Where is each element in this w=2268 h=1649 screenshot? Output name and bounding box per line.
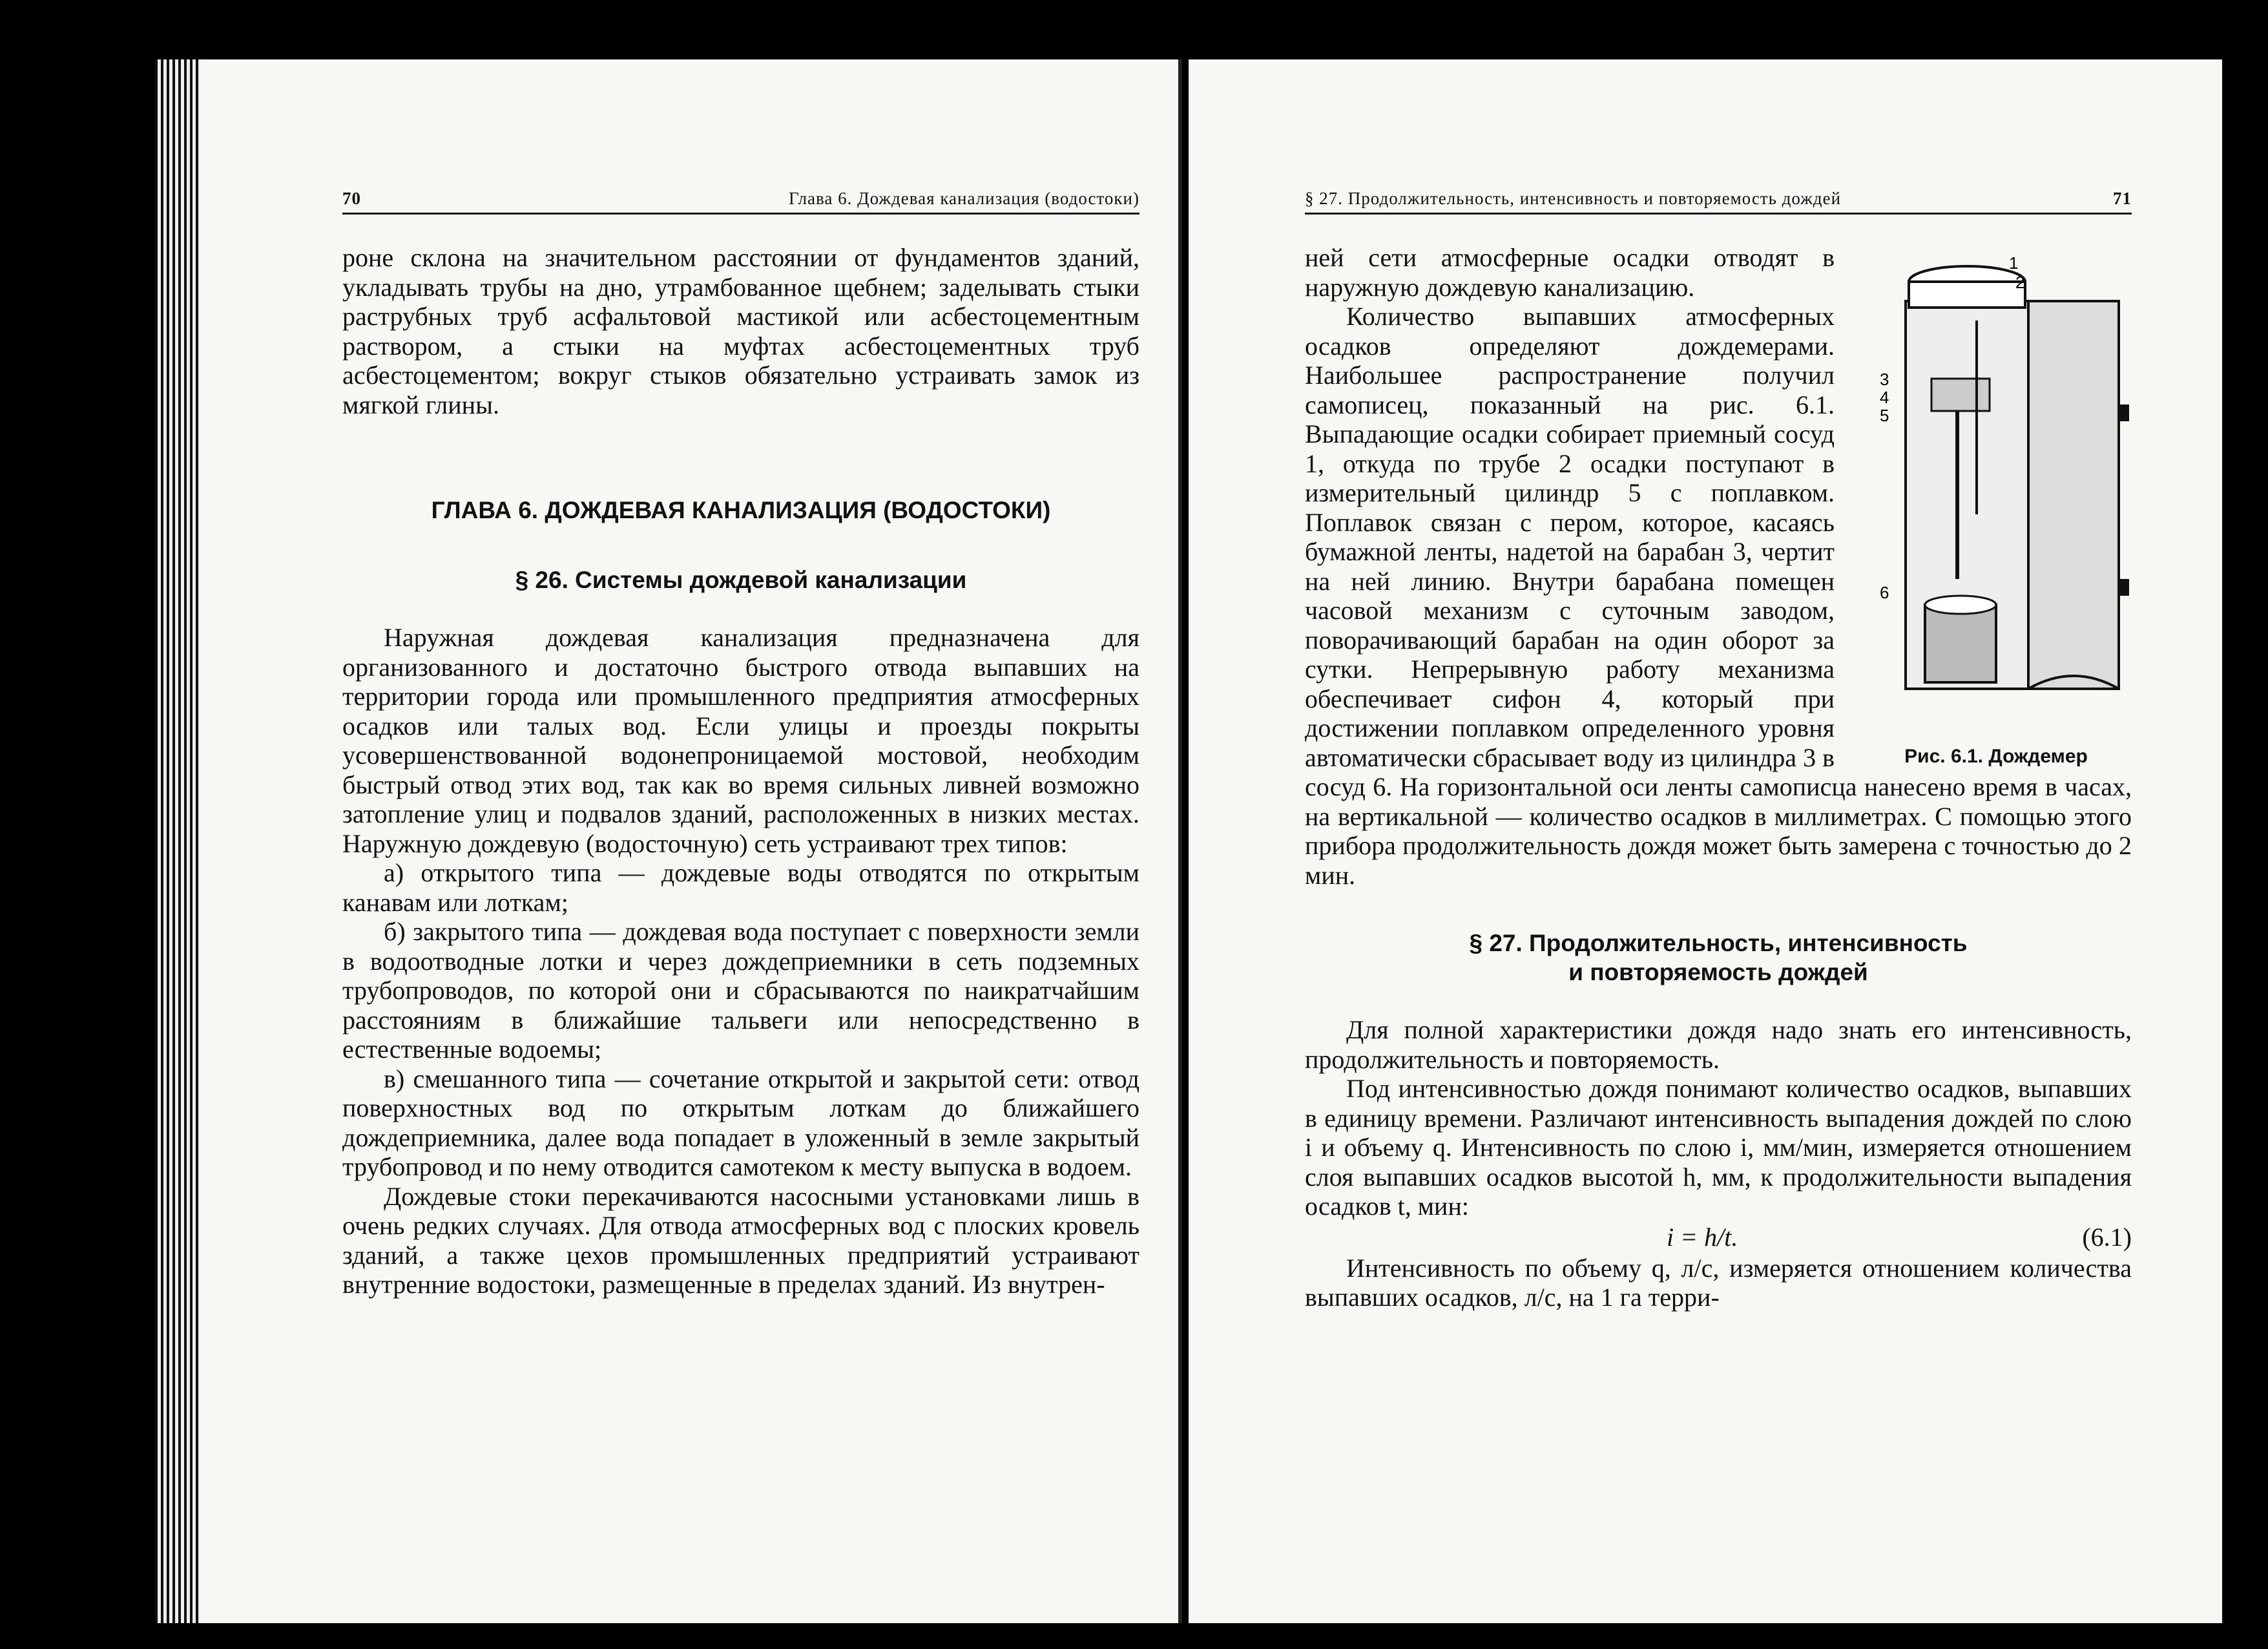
figure-label: 1 (2009, 253, 2019, 273)
page-number: 70 (342, 189, 361, 208)
figure-label: 3 (1880, 370, 1889, 389)
paragraph: ней сети атмосферные осадки отводят в наружную дождевую канализацию. (1305, 243, 1835, 302)
figure-caption: Рис. 6.1. Дождемер (1904, 746, 2088, 767)
formula-number: (6.1) (2082, 1222, 2132, 1252)
paragraph: роне склона на значительном расстоянии от фундаментов зданий, укладывать трубы на дно, утрамбованное щебнем; заделывать стыки раструбных труб асфальтовой мастикой или асбестоцементным раствором, а стыки на муфтах асбестоцементных труб асбестоцементом; вокруг стыков обязательно устраивать замок из мягкой глины. (342, 243, 1139, 419)
left-page (155, 59, 1182, 1623)
list-item: а) открытого типа — дождевые воды отводятся по открытым канавам или лоткам; (342, 858, 1139, 917)
paragraph: Дождевые стоки перекачиваются насосными установками лишь в очень редких случаях. Для отвода атмосферных вод с плоских кровель зданий, а также цехов промышленных предприятий устраивают внутренние водостоки, размещенные в пределах зданий. Из внутрен- (342, 1181, 1139, 1299)
running-head-text: § 27. Продолжительность, интенсивность и повторяемость дождей (1305, 189, 1842, 208)
figure-label: 5 (1880, 406, 1889, 425)
figure-label: 6 (1880, 583, 1889, 602)
running-head-text: Глава 6. Дождевая канализация (водостоки) (788, 189, 1139, 208)
book-spread (155, 59, 2222, 1623)
list-item: б) закрытого типа — дождевая вода поступает с поверхности земли в водоотводные лотки и через дождеприемники в сеть подземных трубопроводов, по которой они и сбрасываются по наикратчайшим расстояниям в ближайшие тальвеги или непосредственно в естественные водоемы; (342, 917, 1139, 1064)
figure-label: 2 (2015, 273, 2025, 292)
paragraph: Под интенсивностью дождя понимают количество осадков, выпавших в единицу времени. Различают интенсивность выпадения дождей по слою i и объему q. Интенсивность по слою i, мм/мин, измеряется отношением слоя выпавших осадков высотой h, мм, к продолжительности выпадения осадков t, мин: (1305, 1074, 2132, 1221)
running-head-right (1305, 189, 2132, 215)
section-title-line: и повторяемость дождей (1568, 959, 1868, 985)
chapter-title: ГЛАВА 6. ДОЖДЕВАЯ КАНАЛИЗАЦИЯ (ВОДОСТОКИ) (431, 497, 1051, 523)
paragraph: Интенсивность по объему q, л/с, измеряется отношением количества выпавших осадков, л/с, на 1 га терри- (1305, 1253, 2132, 1312)
right-page (1189, 59, 2222, 1623)
paragraph: Для полной характеристики дождя надо знать его интенсивность, продолжительность и повторяемость. (1305, 1015, 2132, 1074)
running-head-left (342, 189, 1139, 215)
section-title: § 26. Системы дождевой канализации (515, 567, 967, 593)
formula: i = h/t. (1667, 1222, 1738, 1252)
page-stack-edge (155, 59, 200, 1623)
figure-label: 4 (1880, 388, 1889, 407)
paragraph: Наружная дождевая канализация предназначена для организованного и достаточно быстрого отвода выпавших на территории города или промышленного предприятия атмосферных осадков или талых вод. Если улицы и проезды покрыты усовершенствованной водонепроницаемой мостовой, необходим быстрый отвод этих вод, так как во время сильных ливней возможно затопление улиц и подвалов зданий, расположенных в низких местах. Наружную дождевую (водосточную) сеть устраивают трех типов: (342, 623, 1139, 858)
formula-row (1305, 1221, 2132, 1254)
section-title-line: § 27. Продолжительность, интенсивность (1469, 930, 1968, 956)
paragraph: Количество выпавших атмосферных осадков определяют дождемерами. Наибольшее распространение получил самописец, показанный на рис. 6.1. Выпадающие осадки собирает приемный сосуд 1, откуда по трубе 2 осадки поступают в измерительный цилиндр 5 с поплавком. Поплавок связан с пером, которое, касаясь бумажной ленты, надетой на барабан 3, чертит на ней линию. Внутри барабана помещен часовой механизм с суточным заводом, поворачивающий барабан на один оборот за сутки. Непрерывную работу механизма обеспечивает сифон 4, который при достижении поплавком определенного уровня автоматически сбрасывает воду из цилиндра 3 в сосуд 6. На горизонтальной оси ленты самописца нанесено время в часах, на вертикальной — количество осадков в миллиметрах. С помощью этого прибора продолжительность дождя может быть замерена с точностью до 2 мин. (1305, 302, 2132, 890)
page-number: 71 (2113, 189, 2132, 208)
section-title (1305, 929, 2132, 987)
list-item: в) смешанного типа — сочетание открытой и закрытой сети: отвод поверхностных вод по открытым лоткам до ближайшего дождеприемника, далее вода попадает в уложенный в земле закрытый трубопровод и по нему отводится самотеком к месту выпуска в водоем. (342, 1064, 1139, 1181)
figure-rain-gauge (1854, 243, 2138, 768)
rain-gauge-illustration (1860, 243, 2132, 734)
